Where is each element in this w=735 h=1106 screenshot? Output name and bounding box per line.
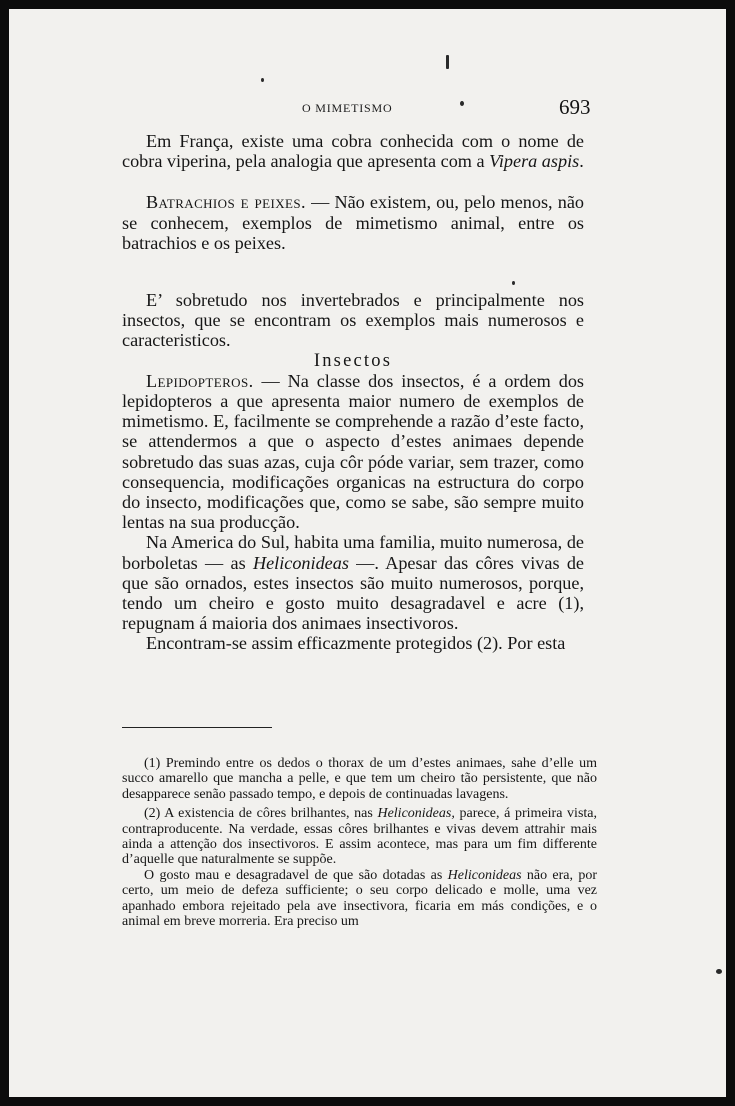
run-in-heading: Lepidopteros. <box>146 370 254 391</box>
paragraph: Em França, existe uma cobra conhecida com o nome de cobra viperina, pela analogia que apresenta com a Vipera aspis. <box>122 131 584 172</box>
italic-term: Heliconideas <box>447 867 522 883</box>
paragraph: Batrachios e peixes. — Não existem, ou, pelo menos, não se conhecem, exemplos de mimetismo animal, entre os batrachios e os peixes. <box>122 192 584 253</box>
main-text <box>122 131 584 654</box>
italic-term: Heliconideas, <box>377 806 455 822</box>
book-page <box>9 9 726 1097</box>
paragraph: Lepidopteros. — Na classe dos insectos, é a ordem dos lepidopteros a que apresenta maior numero de exemplos de mimetismo. E, facilmente se comprehende a razão d’este facto, se attendermos a que o aspecto d’estes animaes depende sobretudo das suas azas, cuja côr póde variar, sem trazer, como consequencia, modificações organicas na estructura do corpo do insecto, modificações que, como se sabe, são sempre muito lentas na sua producção. <box>122 370 584 533</box>
run-in-heading: Batrachios e peixes. <box>146 192 306 213</box>
footnotes <box>122 756 597 933</box>
italic-term: Vipera aspis <box>489 151 580 172</box>
ink-speck <box>261 78 264 82</box>
footnote: (2) A existencia de côres brilhantes, nas Heliconideas, parece, á primeira vista, contraproducente. Na verdade, essas côres brilhantes e vivas devem attrahir mais ainda a attenção dos insectivoros. E assim acontece, mas para um fim differente d’aquelle que naturalmente se suppõe. <box>122 806 597 868</box>
running-title: O MIMETISMO <box>302 101 393 115</box>
paragraph: Na America do Sul, habita uma familia, muito numerosa, de borboletas — as Heliconideas —. Apesar das côres vivas de que são ornados, estes insectos são muito numerosos, porque, tendo um cheiro e gosto muito desagradavel e acre (1), repugnam á maioria dos animaes insectivoros. <box>122 532 584 634</box>
paragraph: Encontram-se assim efficazmente protegidos (2). Por esta <box>146 633 566 654</box>
italic-term: Heliconideas <box>252 552 349 573</box>
footnote: (1) Premindo entre os dedos o thorax de um d’estes animaes, sahe d’elle um succo amarello que mancha a pelle, e que tem um cheiro tão persistente, que não desapparece senão passado tempo, e depois de continuadas lavagens. <box>122 756 597 802</box>
running-header <box>9 95 726 123</box>
ink-speck <box>446 55 449 69</box>
paragraph: E’ sobretudo nos invertebrados e principalmente nos insectos, que se encontram os exemplos mais numerosos e caracteristicos. <box>122 290 584 351</box>
section-heading: Insectos <box>313 350 393 371</box>
page-number: 693 <box>559 95 591 119</box>
footnote: O gosto mau e desagradavel de que são dotadas as Heliconideas não era, por certo, um meio de defeza sufficiente; o seu corpo delicado e molle, uma vez apanhado embora rejeitado pela ave insectivora, ficaria em más condições, e o animal em breve morreria. Era preciso um <box>122 867 598 930</box>
ink-speck <box>716 969 722 974</box>
footnote-rule <box>122 727 272 728</box>
